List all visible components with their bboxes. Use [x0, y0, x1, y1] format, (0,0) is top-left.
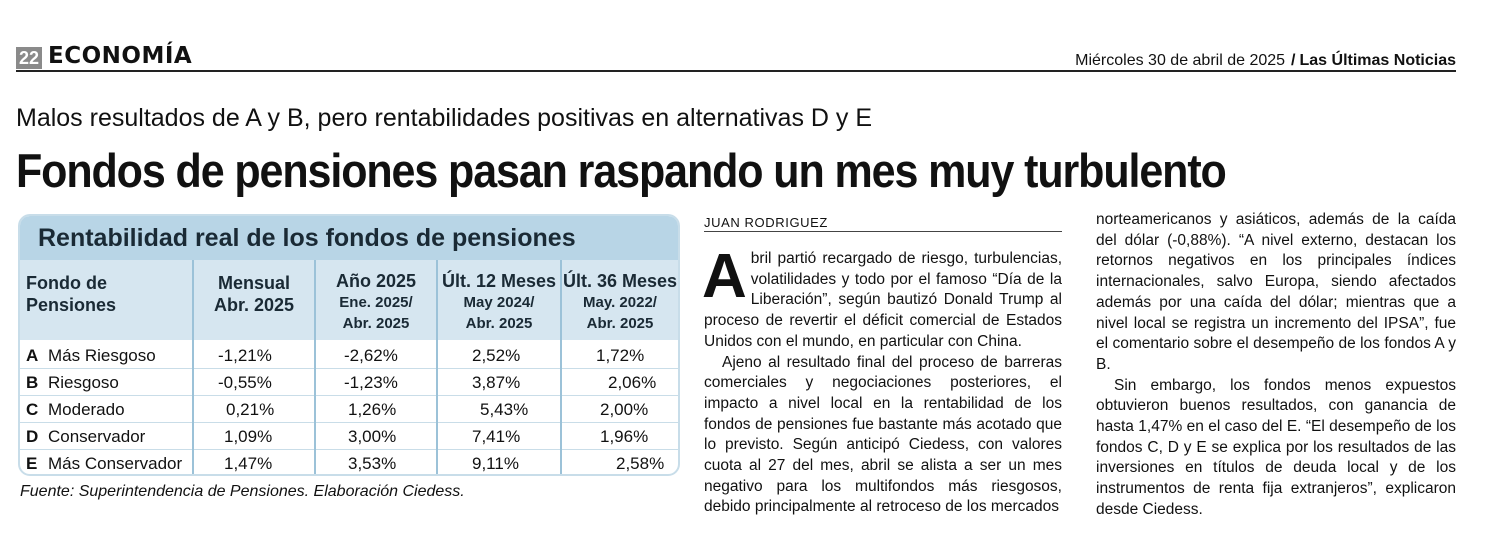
publication-date: Miércoles 30 de abril de 2025	[1075, 52, 1286, 69]
article-column-2	[1096, 210, 1456, 521]
col-header-mensual-line1: Mensual	[217, 273, 291, 293]
fund-letter: D	[26, 427, 39, 446]
column-divider	[436, 260, 438, 474]
cell-36-meses: 2,00%	[600, 400, 649, 419]
column-divider	[560, 260, 562, 474]
cell-anio: 3,53%	[348, 454, 397, 473]
table-header	[20, 260, 678, 340]
cell-12-meses: 5,43%	[480, 400, 529, 419]
row-divider	[20, 449, 678, 450]
table-title-bar	[20, 216, 678, 260]
cell-anio: -1,23%	[344, 373, 398, 392]
cell-mensual: 1,47%	[224, 454, 273, 473]
col-header-mensual-line2: Abr. 2025	[213, 295, 295, 315]
table-title: Rentabilidad real de los fondos de pensiones	[38, 224, 576, 252]
cell-36-meses: 1,72%	[596, 346, 645, 365]
cell-mensual: -1,21%	[218, 346, 272, 365]
cell-mensual: 1,09%	[224, 427, 273, 446]
cell-12-meses: 3,87%	[472, 373, 521, 392]
section-title: ECONOMÍA	[48, 43, 193, 69]
drop-cap: A	[702, 242, 747, 311]
col-header-12-line1: Últ. 12 Meses	[441, 271, 557, 291]
cell-36-meses: 1,96%	[600, 427, 649, 446]
cell-12-meses: 7,41%	[472, 427, 521, 446]
col-header-anio-line2: Ene. 2025/	[339, 294, 413, 311]
row-divider	[20, 368, 678, 369]
col-header-anio-line3: Abr. 2025	[342, 315, 410, 332]
cell-36-meses: 2,06%	[608, 373, 657, 392]
col-header-12-line3: Abr. 2025	[465, 315, 533, 332]
fund-name: Más Conservador	[48, 454, 183, 473]
paragraph-text: bril partió recargado de riesgo, turbulencias, volatilidades y todo por el famoso “Día de la Liberación”, según bautizó Donald Trump al proceso de revertir el déficit comercial de Estados Unidos con el mundo, en particular con China.	[704, 250, 1062, 350]
article-column-1	[702, 242, 1062, 518]
cell-anio: 3,00%	[348, 427, 397, 446]
article-paragraph: Sin embargo, los fondos menos expuestos obtuvieron buenos resultados, con ganancia de hasta 1,47% en el caso del E. “El desempeño de los fondos C, D y E se explica por los resultados de las inversiones en títulos de deuda local y de los instrumentos de renta fija extranjeros”, explicaron desde Ciedess.	[1096, 376, 1456, 518]
cell-mensual: -0,55%	[218, 373, 272, 392]
fund-letter: B	[26, 373, 39, 392]
col-header-fondo-line2: Pensiones	[26, 295, 117, 315]
cell-mensual: 0,21%	[226, 400, 275, 419]
col-header-fondo	[20, 260, 192, 340]
column-divider	[314, 260, 316, 474]
col-header-36-meses	[562, 260, 678, 340]
row-divider	[20, 422, 678, 423]
col-header-12-line2: May 2024/	[463, 294, 535, 311]
table-row	[20, 369, 678, 396]
fund-name: Moderado	[48, 400, 125, 419]
col-header-fondo-line1: Fondo de	[26, 273, 107, 293]
cell-anio: -2,62%	[344, 346, 398, 365]
row-divider	[20, 395, 678, 396]
dateline-separator: /	[1291, 52, 1296, 69]
fund-letter: A	[26, 346, 39, 365]
table-row	[20, 423, 678, 450]
fund-name: Más Riesgoso	[48, 346, 156, 365]
col-header-36-line1: Últ. 36 Meses	[562, 271, 678, 291]
table-row	[20, 450, 678, 476]
article-paragraph: norteamericanos y asiáticos, además de la caída del dólar (-0,88%). “A nivel externo, destacan los retornos negativos en los principales índices internacionales, salvo Europa, siendo afectados además por una caída del dólar; mientras que a nivel local se registra un incremento del IPSA”, fue el comentario sobre el desempeño de los fondos A y B.	[1096, 211, 1456, 373]
fund-name: Riesgoso	[48, 373, 119, 392]
col-header-anio-line1: Año 2025	[335, 271, 417, 291]
col-header-mensual	[194, 260, 314, 340]
col-header-anio	[316, 260, 436, 340]
cell-12-meses: 2,52%	[472, 346, 521, 365]
kicker: Malos resultados de A y B, pero rentabilidades positivas en alternativas D y E	[16, 104, 873, 132]
publication-name: Las Últimas Noticias	[1299, 52, 1456, 69]
article-paragraph: Ajeno al resultado final del proceso de barreras comerciales y negociaciones posteriores, el impacto a nivel local en la rentabilidad de los fondos de pensiones fue bastante más acotado que lo previsto. Según anticipó Ciedess, con valores cuota al 27 del mes, abril se alista a ser un mes negativo para los multifondos más riesgosos, debido principalmente al retroceso de los mercados	[704, 353, 1062, 516]
cell-12-meses: 9,11%	[472, 454, 519, 473]
fund-letter: C	[26, 400, 39, 419]
dateline	[1075, 52, 1456, 70]
table-row	[20, 342, 678, 369]
headline: Fondos de pensiones pasan raspando un mes muy turbulento	[16, 144, 1226, 197]
table-source: Fuente: Superintendencia de Pensiones. Elaboración Ciedess.	[20, 483, 465, 500]
col-header-12-meses	[438, 260, 560, 340]
table-row	[20, 396, 678, 423]
article-paragraph	[702, 242, 1062, 353]
cell-36-meses: 2,58%	[616, 454, 665, 473]
fund-letter: E	[26, 454, 38, 473]
returns-table	[18, 214, 680, 476]
byline: JUAN RODRIGUEZ	[704, 215, 828, 230]
column-divider	[192, 260, 194, 474]
fund-name: Conservador	[48, 427, 146, 446]
col-header-36-line2: May. 2022/	[583, 294, 657, 311]
page-number: 22	[16, 47, 42, 69]
byline-rule	[704, 231, 1062, 232]
header-rule	[16, 70, 1456, 72]
cell-anio: 1,26%	[348, 400, 397, 419]
col-header-36-line3: Abr. 2025	[586, 315, 654, 332]
